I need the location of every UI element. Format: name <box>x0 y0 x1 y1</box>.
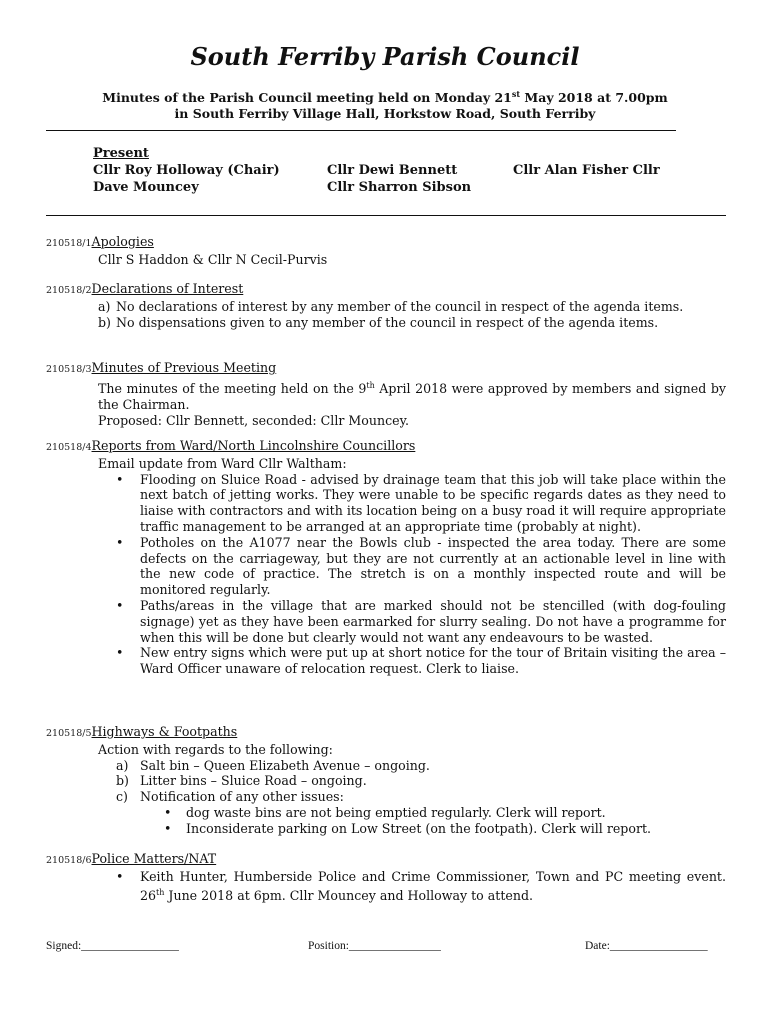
list-item: b) Litter bins – Sluice Road – ongoing. <box>116 773 367 789</box>
attendee: Cllr Dewi Bennett <box>327 163 458 178</box>
attendee: Dave Mouncey <box>93 180 199 195</box>
meeting-details <box>0 86 770 122</box>
section-declarations <box>46 281 726 330</box>
list-item: • Potholes on the A1077 near the Bowls club - inspected the area today. There are some defects on the carriageway, but they are not currently at an actionable level in line with the new code of practice. The stretch is on a monthly inspected route and will be monitored regularly. <box>116 534 726 598</box>
minute-number: 210518/5 <box>46 728 92 739</box>
list-item: a) No declarations of interest by any member of the council in respect of the agenda items. <box>98 298 684 314</box>
section-ward-reports <box>46 438 726 677</box>
section-text: Proposed: Cllr Bennett, seconded: Cllr Mouncey. <box>98 412 410 428</box>
list-item: • Paths/areas in the village that are marked should not be stencilled (with dog-fouling signage) yet as they have been earmarked for slurry sealing. Do not have a programme for when this will be done but clearly would not want any endeavours to be wasted. <box>116 597 726 645</box>
present-block <box>93 145 733 196</box>
list-item: • New entry signs which were put up at short notice for the tour of Britain visiting the area – Ward Officer unaware of relocation request. Clerk to liaise. <box>116 645 726 677</box>
section-heading: Apologies <box>91 234 154 249</box>
document-title: South Ferriby Parish Council <box>190 42 580 71</box>
section-heading: Police Matters/NAT <box>91 851 217 866</box>
attendee: Cllr Alan Fisher Cllr <box>513 163 660 178</box>
section-heading: Declarations of Interest <box>91 281 244 296</box>
section-apologies <box>46 234 726 268</box>
section-previous-minutes <box>46 360 726 428</box>
minute-number: 210518/1 <box>46 238 92 249</box>
signed-line: Signed:_________________ <box>46 940 179 952</box>
section-police <box>46 851 726 904</box>
list-item: • Keith Hunter, Humberside Police and Crime Commissioner, Town and PC meeting event. 26th June 2018 at 6pm. Cllr Mouncey and Holloway to attend. <box>116 868 726 903</box>
section-heading: Highways & Footpaths <box>91 724 238 739</box>
meeting-details-line2: in South Ferriby Village Hall, Horkstow Road, South Ferriby <box>174 106 596 122</box>
section-text: Email update from Ward Cllr Waltham: <box>98 455 347 471</box>
section-text: Cllr S Haddon & Cllr N Cecil-Purvis <box>98 251 328 267</box>
attendee: Cllr Roy Holloway (Chair) <box>93 163 280 178</box>
list-item: b) No dispensations given to any member of the council in respect of the agenda items. <box>98 314 659 330</box>
present-divider <box>46 215 726 216</box>
header-divider <box>46 130 676 131</box>
section-highways <box>46 724 726 837</box>
section-heading: Reports from Ward/North Lincolnshire Councillors <box>91 438 416 453</box>
attendee: Cllr Sharron Sibson <box>327 180 472 195</box>
minute-number: 210518/2 <box>46 285 92 296</box>
section-text: Action with regards to the following: <box>98 741 333 757</box>
section-heading: Minutes of Previous Meeting <box>91 360 277 375</box>
section-text: The minutes of the meeting held on the 9th April 2018 were approved by members and signed by the Chairman. <box>98 380 726 412</box>
list-item: a) Salt bin – Queen Elizabeth Avenue – ongoing. <box>116 757 430 773</box>
position-line: Position:________________ <box>308 940 441 952</box>
meeting-details-line1: Minutes of the Parish Council meeting held on Monday 21st May 2018 at 7.00pm <box>102 89 668 106</box>
list-item: • dog waste bins are not being emptied regularly. Clerk will report. <box>164 804 606 820</box>
minute-number: 210518/6 <box>46 855 92 866</box>
minute-number: 210518/4 <box>46 442 92 453</box>
list-item: • Inconsiderate parking on Low Street (on the footpath). Clerk will report. <box>164 820 652 836</box>
minute-number: 210518/3 <box>46 364 92 375</box>
date-line: Date:_________________ <box>585 940 708 952</box>
list-item: c) Notification of any other issues: <box>116 789 344 805</box>
present-heading: Present <box>93 146 149 161</box>
list-item: • Flooding on Sluice Road - advised by drainage team that this job will take place within the next batch of jetting works. They were unable to be specific regards dates as they need to liaise with contractors and with its location being on a busy road it will require appropriate traffic management to be arranged at an appropriate time (probably at night). <box>116 471 726 534</box>
